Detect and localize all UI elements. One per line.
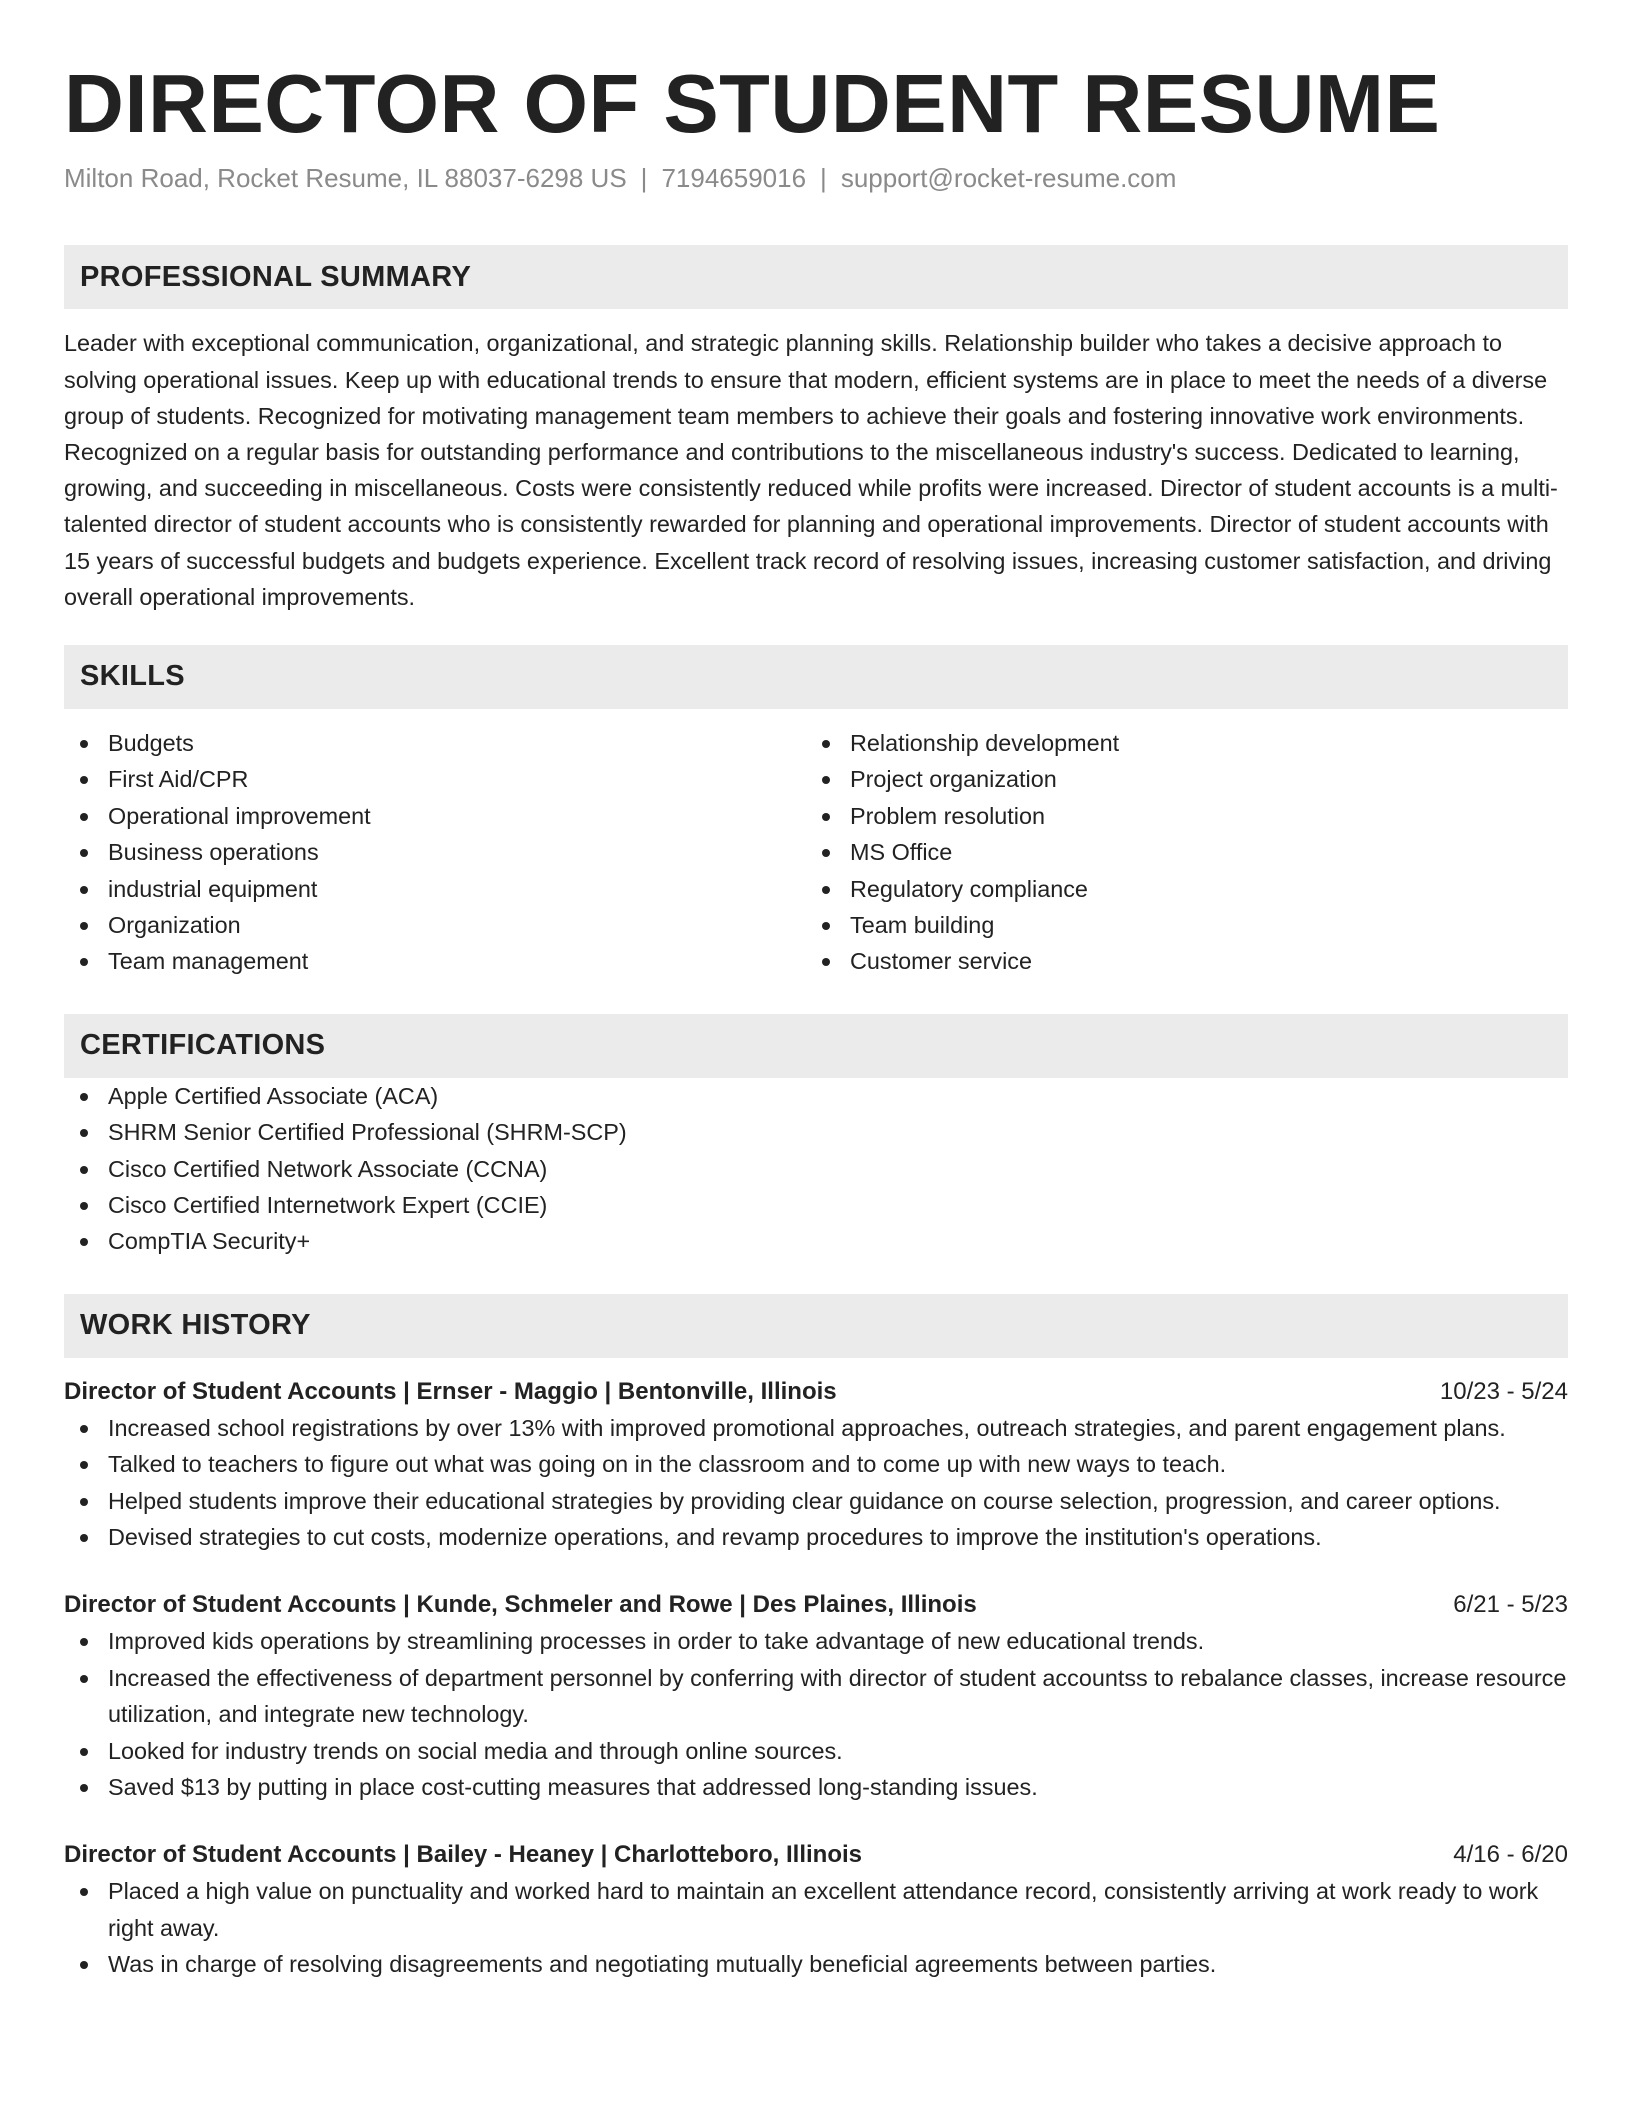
- skill-item: Problem resolution: [806, 798, 1548, 834]
- skill-item: Regulatory compliance: [806, 871, 1548, 907]
- job-entry: [64, 1374, 1568, 1556]
- job-bullet: Increased the effectiveness of department personnel by conferring with director of student accountss to rebalance classes, increase resource utilization, and integrate new technology.: [64, 1660, 1568, 1733]
- job-bullets: [64, 1410, 1568, 1556]
- skill-item: Project organization: [806, 761, 1548, 797]
- job-bullets: [64, 1873, 1568, 1982]
- skill-item: Team building: [806, 907, 1548, 943]
- job-title: Director of Student Accounts | Ernser - Maggio | Bentonville, Illinois: [64, 1377, 837, 1405]
- job-title: Director of Student Accounts | Bailey - Heaney | Charlotteboro, Illinois: [64, 1841, 862, 1869]
- skills-column-left: [64, 725, 806, 980]
- job-bullet: Helped students improve their educational strategies by providing clear guidance on course selection, progression, and career options.: [64, 1483, 1568, 1519]
- skill-item: Team management: [64, 943, 806, 979]
- job-bullet: Devised strategies to cut costs, modernize operations, and revamp procedures to improve the institution's operations.: [64, 1519, 1568, 1555]
- job-entry: [64, 1837, 1568, 1982]
- skill-item: industrial equipment: [64, 871, 806, 907]
- certification-item: Cisco Certified Internetwork Expert (CCIE): [64, 1187, 1568, 1223]
- skill-item: Customer service: [806, 943, 1548, 979]
- job-header: [64, 1587, 1568, 1623]
- contact-address: Milton Road, Rocket Resume, IL 88037-6298 US: [64, 163, 627, 194]
- summary-text: Leader with exceptional communication, organizational, and strategic planning skills. Relationship builder who takes a decisive approach to solving operational issues. Keep up with educational trends to ensure that modern, efficient systems are in place to meet the needs of a diverse group of students. Recognized for motivating management team members to achieve their goals and fostering innovative work environments. Recognized on a regular basis for outstanding performance and contributions to the miscellaneous industry's success. Dedicated to learning, growing, and succeeding in miscellaneous. Costs were consistently reduced while profits were increased. Director of student accounts is a multi-talented director of student accounts who is consistently rewarded for planning and operational improvements. Director of student accounts with 15 years of successful budgets and budgets experience. Excellent track record of resolving issues, increasing customer satisfaction, and driving overall operational improvements.: [64, 330, 1558, 610]
- contact-phone: 7194659016: [661, 163, 807, 194]
- job-bullet: Placed a high value on punctuality and worked hard to maintain an excellent attendance record, consistently arriving at work ready to work right away.: [64, 1873, 1568, 1946]
- job-title: Director of Student Accounts | Kunde, Schmeler and Rowe | Des Plaines, Illinois: [64, 1591, 977, 1619]
- contact-line: [64, 163, 1568, 194]
- job-bullet: Talked to teachers to figure out what was going on in the classroom and to come up with new ways to teach.: [64, 1446, 1568, 1482]
- job-bullet: Looked for industry trends on social media and through online sources.: [64, 1733, 1568, 1769]
- skill-item: First Aid/CPR: [64, 761, 806, 797]
- job-header: [64, 1837, 1568, 1873]
- skill-item: Relationship development: [806, 725, 1548, 761]
- job-dates: 10/23 - 5/24: [1439, 1377, 1568, 1405]
- resume-title: DIRECTOR OF STUDENT RESUME: [64, 57, 1441, 150]
- certification-item: CompTIA Security+: [64, 1223, 1568, 1259]
- skill-item: Operational improvement: [64, 798, 806, 834]
- job-bullet: Improved kids operations by streamlining processes in order to take advantage of new educational trends.: [64, 1623, 1568, 1659]
- job-bullet: Increased school registrations by over 13% with improved promotional approaches, outreach strategies, and parent engagement plans.: [64, 1410, 1568, 1446]
- certification-item: SHRM Senior Certified Professional (SHRM-SCP): [64, 1114, 1568, 1150]
- contact-separator: |: [820, 163, 827, 194]
- job-bullet: Was in charge of resolving disagreements and negotiating mutually beneficial agreements between parties.: [64, 1946, 1568, 1982]
- section-header-skills: SKILLS: [64, 645, 1568, 709]
- skill-item: Budgets: [64, 725, 806, 761]
- certification-item: Apple Certified Associate (ACA): [64, 1078, 1568, 1114]
- job-header: [64, 1374, 1568, 1410]
- section-header-certifications: CERTIFICATIONS: [64, 1014, 1568, 1078]
- resume-page: [64, 0, 1568, 1983]
- job-bullets: [64, 1623, 1568, 1805]
- skill-item: Business operations: [64, 834, 806, 870]
- contact-email: support@rocket-resume.com: [840, 163, 1177, 194]
- contact-separator: |: [640, 163, 648, 194]
- section-header-summary: PROFESSIONAL SUMMARY: [64, 245, 1568, 309]
- job-dates: 6/21 - 5/23: [1453, 1591, 1568, 1619]
- job-entry: [64, 1587, 1568, 1805]
- skills-grid: [64, 725, 1568, 980]
- section-header-work-history: WORK HISTORY: [64, 1294, 1568, 1358]
- skill-item: Organization: [64, 907, 806, 943]
- skills-column-right: [806, 725, 1548, 980]
- skill-item: MS Office: [806, 834, 1548, 870]
- job-bullet: Saved $13 by putting in place cost-cutting measures that addressed long-standing issues.: [64, 1769, 1568, 1805]
- job-dates: 4/16 - 6/20: [1453, 1841, 1568, 1869]
- certification-item: Cisco Certified Network Associate (CCNA): [64, 1151, 1568, 1187]
- certifications-list: [64, 1078, 1568, 1260]
